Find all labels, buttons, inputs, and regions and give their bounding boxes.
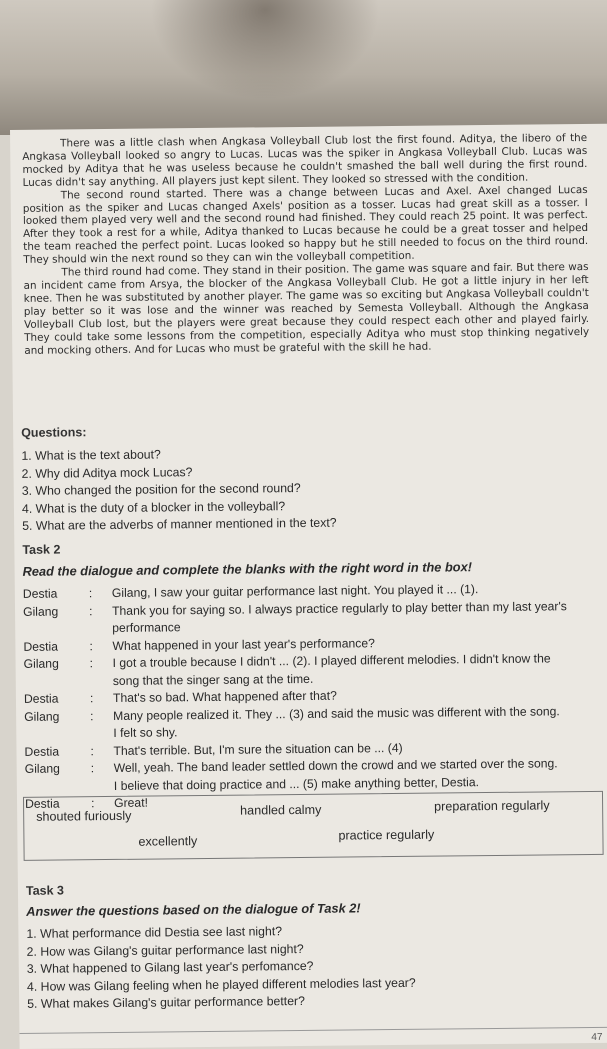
photo-shadow <box>150 0 380 100</box>
bottom-rule <box>19 1027 607 1034</box>
line-text: Well, yeah. The band leader settled down the crowd and we started over the song. <box>113 756 558 775</box>
story-paragraph: The third round had come. They stand in their position. The game was square and fair. But there was an incident came from Arsya, the blocker of the Angkasa Volleyball Club. He got a little injury in her left knee. Then he was substituted by another player. The game was so exciting but Angkasa Volleyball couldn't play better so it was lose and the winner was reached by Semesta Volleyball. Although the Angkasa Volleyball Club lost, but the players were great because they could respect each other and played fairly. They could take some lessons from the competition, especially Aditya who must stop thinking negatively and mocking others. And for Lucas who must be grateful with the skill he had. <box>23 261 590 357</box>
task3-question-item: 2. How was Gilang's guitar performance last night? <box>26 941 304 959</box>
question-item: 1. What is the text about? <box>21 447 161 463</box>
speaker: Gilang <box>23 656 59 671</box>
line-text: Thank you for saying so. I always practice regularly to play better than my last year's <box>111 598 567 618</box>
colon: : <box>90 708 94 723</box>
speaker <box>24 726 86 727</box>
question-item: 4. What is the duty of a blocker in the volleyball? <box>21 498 286 516</box>
speaker: Destia <box>22 586 58 601</box>
task3-instruction: Answer the questions based on the dialogue of Task 2! <box>26 900 361 919</box>
speaker <box>25 779 87 780</box>
colon: : <box>88 603 93 618</box>
question-item: 2. Why did Aditya mock Lucas? <box>21 464 193 481</box>
question-item: 5. What are the adverbs of manner mentioned in the text? <box>22 515 337 534</box>
line-text: song that the singer sang at the time. <box>112 671 314 688</box>
colon: : <box>89 638 93 653</box>
line-text: That's terrible. But, I'm sure the situation can be ... (4) <box>113 740 403 758</box>
speaker: Destia <box>23 691 59 706</box>
story-text <box>22 132 589 357</box>
line-text: I got a trouble because I didn't ... (2). I played different melodies. I didn't know the <box>112 651 551 670</box>
speaker <box>23 621 85 622</box>
story-paragraph: The second round started. There was a change between Lucas and Axel. Axel changed Lucas position as the spiker and Lucas changed Axels' position as a tosser. Lucas had great skill as a tosser. I looked them played very well and the second round had finished. They could reach 25 point. It was perfect. After they took a rest for a while, Aditya thanked to Lucas because he could be a great tosser and helped the team reached the perfect point. Lucas looked so happy but he still needed to focus on the third round. They should win the next round so they can win the volleyball competition. <box>22 183 589 267</box>
task2-heading: Task 2 <box>22 542 61 557</box>
task3-question-item: 4. How was Gilang feeling when he played different melodies last year? <box>26 975 416 994</box>
questions-heading: Questions: <box>21 425 87 440</box>
speaker: Gilang <box>24 761 60 776</box>
speaker: Destia <box>23 639 59 654</box>
story-paragraph: There was a little clash when Angkasa Volleyball Club lost the first found. Aditya, the libero of the Angkasa Volleyball looked so angry to Lucas. Lucas was the spiker in Angkasa Volleyball Club. Lucas was mocked by Aditya that he was useless because he couldn't smashed the ball well during the first round. Lucas didn't say anything. All players just kept silent. They looked so stressed with the condition. <box>22 131 588 189</box>
task2-instruction: Read the dialogue and complete the blanks with the right word in the box! <box>22 559 473 579</box>
colon: : <box>90 743 94 758</box>
word-option: handled calmy <box>240 802 322 818</box>
task3-question-item: 1. What performance did Destia see last night? <box>26 924 283 941</box>
speaker: Destia <box>24 796 60 811</box>
line-text: performance <box>112 620 181 635</box>
word-option: preparation regularly <box>434 798 550 814</box>
dialogue <box>23 581 605 815</box>
word-box <box>23 791 604 861</box>
word-option: excellently <box>138 834 198 849</box>
task3-questions-list <box>26 922 416 1014</box>
colon: : <box>90 796 95 811</box>
page-number: 47 <box>591 1031 603 1043</box>
speaker: Gilang <box>24 709 60 724</box>
colon: : <box>89 656 94 671</box>
line-text: Great! <box>113 795 148 810</box>
task3-question-item: 3. What happened to Gilang last year's perfomance? <box>26 959 314 977</box>
line-text: I believe that doing practice and ... (5) make anything better, Destia. <box>113 774 480 793</box>
colon: : <box>90 761 95 776</box>
line-text: Gilang, I saw your guitar performance last night. You played it ... (1). <box>111 582 479 600</box>
task3-heading: Task 3 <box>25 883 65 898</box>
questions-list <box>21 445 336 536</box>
speaker: Gilang <box>22 604 59 619</box>
question-item: 3. Who changed the position for the second round? <box>21 481 301 499</box>
colon: : <box>88 586 93 601</box>
word-option: practice regularly <box>338 827 435 843</box>
task3-question-item: 5. What makes Gilang's guitar performance better? <box>27 994 306 1012</box>
worksheet-page <box>10 124 607 1049</box>
colon: : <box>89 691 94 706</box>
line-text: What happened in your last year's performance? <box>112 635 375 653</box>
line-text: I felt so shy. <box>113 725 178 740</box>
line-text: That's so bad. What happened after that? <box>112 688 337 705</box>
speaker: Destia <box>24 744 60 759</box>
line-text: Many people realized it. They ... (3) and said the music was different with the song. <box>113 703 560 723</box>
speaker <box>24 674 86 675</box>
photo-background-top <box>0 0 607 135</box>
word-option: shouted furiously <box>36 808 132 824</box>
